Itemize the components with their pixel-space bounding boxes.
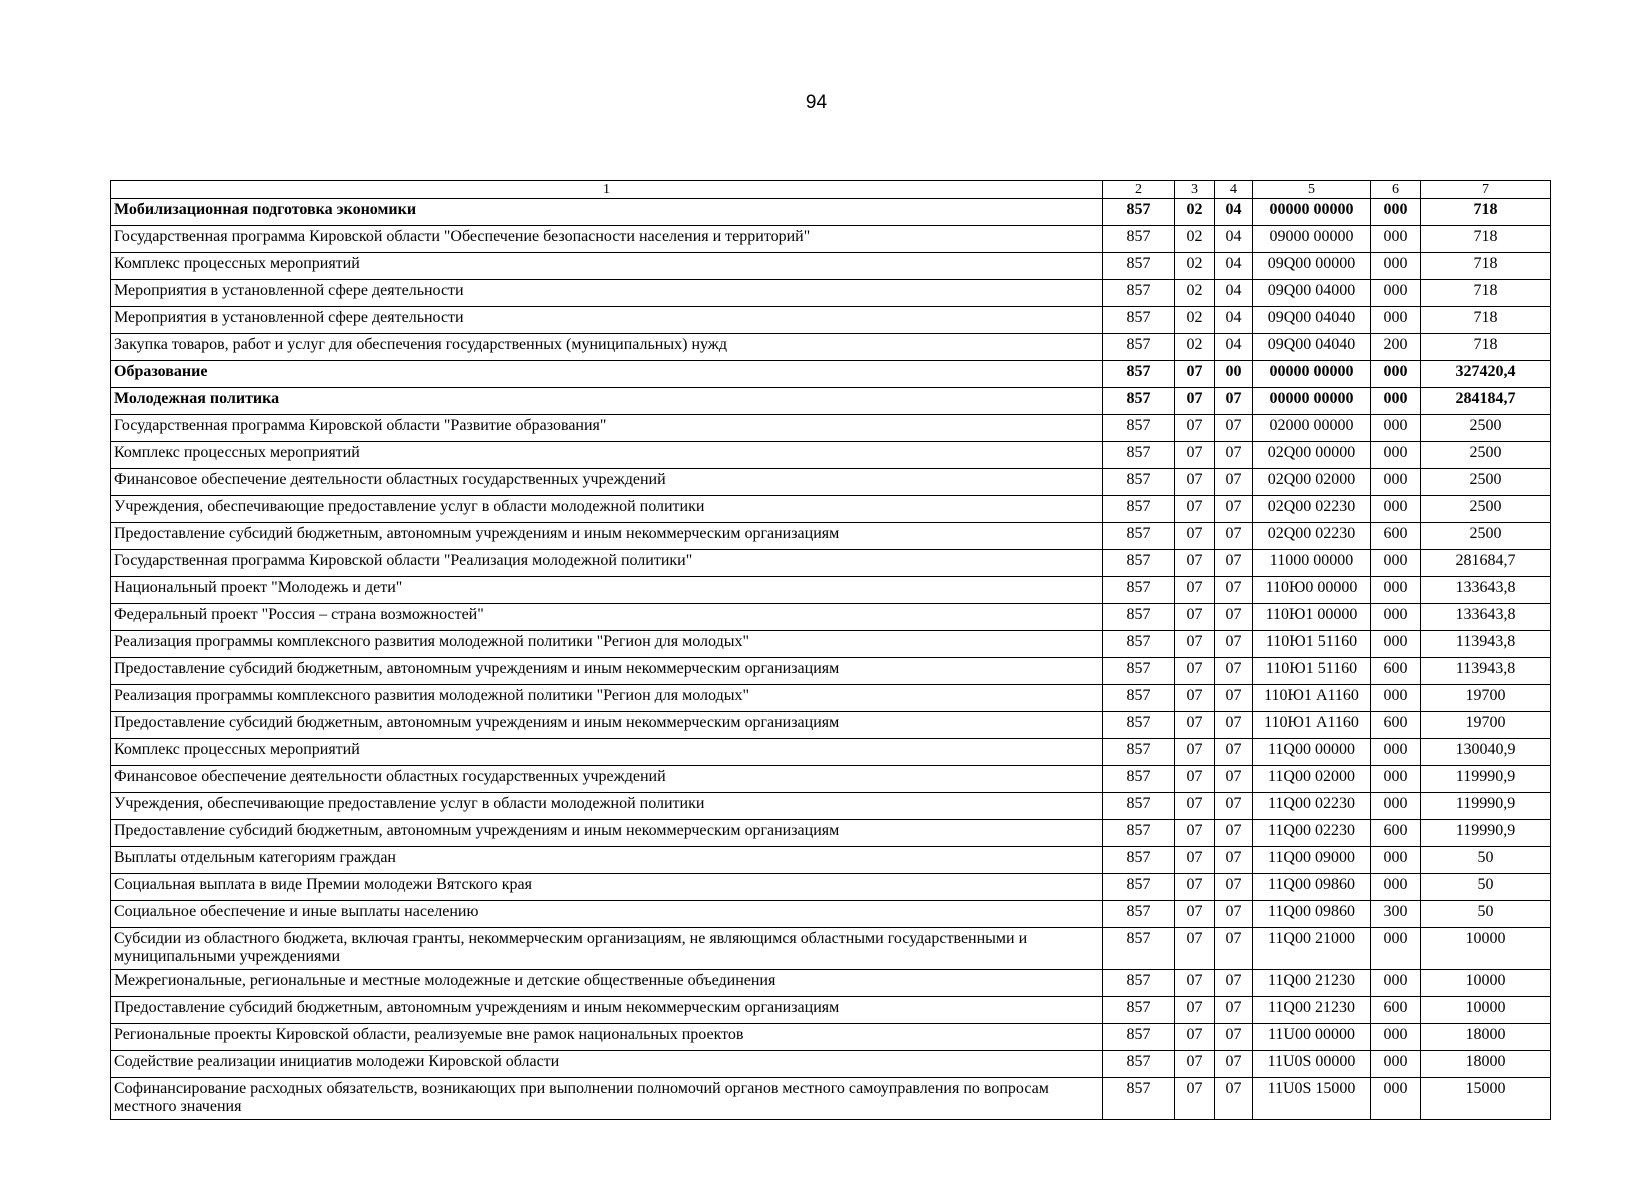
row-name-cell: Национальный проект "Молодежь и дети" bbox=[111, 577, 1103, 604]
section-cell: 07 bbox=[1175, 1051, 1215, 1078]
amount-cell: 113943,8 bbox=[1421, 631, 1551, 658]
expense-type-cell: 000 bbox=[1371, 415, 1421, 442]
header-cell: 4 bbox=[1215, 181, 1253, 199]
section-cell: 07 bbox=[1175, 739, 1215, 766]
section-cell: 07 bbox=[1175, 388, 1215, 415]
expense-type-cell: 000 bbox=[1371, 739, 1421, 766]
target-article-cell: 09Q00 00000 bbox=[1253, 253, 1371, 280]
amount-cell: 50 bbox=[1421, 874, 1551, 901]
section-cell: 07 bbox=[1175, 631, 1215, 658]
table-row bbox=[111, 604, 1551, 631]
section-cell: 02 bbox=[1175, 307, 1215, 334]
table-row bbox=[111, 970, 1551, 997]
ministry-code-cell: 857 bbox=[1103, 901, 1175, 928]
table-row bbox=[111, 253, 1551, 280]
target-article-cell: 11Q00 21230 bbox=[1253, 997, 1371, 1024]
header-cell: 1 bbox=[111, 181, 1103, 199]
header-cell: 3 bbox=[1175, 181, 1215, 199]
amount-cell: 119990,9 bbox=[1421, 793, 1551, 820]
amount-cell: 718 bbox=[1421, 280, 1551, 307]
subsection-cell: 07 bbox=[1215, 793, 1253, 820]
expense-type-cell: 000 bbox=[1371, 1051, 1421, 1078]
subsection-cell: 07 bbox=[1215, 739, 1253, 766]
subsection-cell: 07 bbox=[1215, 523, 1253, 550]
header-cell: 7 bbox=[1421, 181, 1551, 199]
section-cell: 07 bbox=[1175, 712, 1215, 739]
expense-type-cell: 000 bbox=[1371, 766, 1421, 793]
table-row bbox=[111, 766, 1551, 793]
ministry-code-cell: 857 bbox=[1103, 685, 1175, 712]
table-row bbox=[111, 847, 1551, 874]
ministry-code-cell: 857 bbox=[1103, 847, 1175, 874]
ministry-code-cell: 857 bbox=[1103, 199, 1175, 226]
expense-type-cell: 000 bbox=[1371, 442, 1421, 469]
amount-cell: 19700 bbox=[1421, 712, 1551, 739]
amount-cell: 119990,9 bbox=[1421, 766, 1551, 793]
amount-cell: 327420,4 bbox=[1421, 361, 1551, 388]
ministry-code-cell: 857 bbox=[1103, 226, 1175, 253]
row-name-cell: Финансовое обеспечение деятельности областных государственных учреждений bbox=[111, 766, 1103, 793]
table-row bbox=[111, 199, 1551, 226]
target-article-cell: 11U0S 15000 bbox=[1253, 1078, 1371, 1120]
ministry-code-cell: 857 bbox=[1103, 415, 1175, 442]
section-cell: 07 bbox=[1175, 442, 1215, 469]
target-article-cell: 110Ю1 00000 bbox=[1253, 604, 1371, 631]
subsection-cell: 07 bbox=[1215, 388, 1253, 415]
table-row bbox=[111, 874, 1551, 901]
ministry-code-cell: 857 bbox=[1103, 334, 1175, 361]
ministry-code-cell: 857 bbox=[1103, 820, 1175, 847]
section-cell: 02 bbox=[1175, 199, 1215, 226]
expense-type-cell: 600 bbox=[1371, 712, 1421, 739]
section-cell: 07 bbox=[1175, 928, 1215, 970]
header-cell: 5 bbox=[1253, 181, 1371, 199]
amount-cell: 19700 bbox=[1421, 685, 1551, 712]
target-article-cell: 110Ю1 А1160 bbox=[1253, 712, 1371, 739]
subsection-cell: 07 bbox=[1215, 604, 1253, 631]
subsection-cell: 07 bbox=[1215, 685, 1253, 712]
section-cell: 07 bbox=[1175, 1024, 1215, 1051]
amount-cell: 281684,7 bbox=[1421, 550, 1551, 577]
subsection-cell: 07 bbox=[1215, 1078, 1253, 1120]
row-name-cell: Социальная выплата в виде Премии молодежи Вятского края bbox=[111, 874, 1103, 901]
row-name-cell: Мероприятия в установленной сфере деятельности bbox=[111, 307, 1103, 334]
expense-type-cell: 600 bbox=[1371, 658, 1421, 685]
expense-type-cell: 000 bbox=[1371, 307, 1421, 334]
subsection-cell: 07 bbox=[1215, 1024, 1253, 1051]
target-article-cell: 09Q00 04000 bbox=[1253, 280, 1371, 307]
page-number: 94 bbox=[805, 92, 828, 113]
expense-type-cell: 000 bbox=[1371, 874, 1421, 901]
target-article-cell: 11Q00 02230 bbox=[1253, 820, 1371, 847]
row-name-cell: Выплаты отдельным категориям граждан bbox=[111, 847, 1103, 874]
expense-type-cell: 000 bbox=[1371, 604, 1421, 631]
ministry-code-cell: 857 bbox=[1103, 739, 1175, 766]
expense-type-cell: 000 bbox=[1371, 1078, 1421, 1120]
amount-cell: 50 bbox=[1421, 901, 1551, 928]
table-row bbox=[111, 901, 1551, 928]
section-cell: 07 bbox=[1175, 469, 1215, 496]
subsection-cell: 07 bbox=[1215, 970, 1253, 997]
target-article-cell: 02Q00 02230 bbox=[1253, 496, 1371, 523]
ministry-code-cell: 857 bbox=[1103, 253, 1175, 280]
table-body bbox=[111, 181, 1551, 1120]
table-row bbox=[111, 307, 1551, 334]
expense-type-cell: 200 bbox=[1371, 334, 1421, 361]
table-row bbox=[111, 415, 1551, 442]
target-article-cell: 11Q00 21230 bbox=[1253, 970, 1371, 997]
table-row bbox=[111, 361, 1551, 388]
amount-cell: 2500 bbox=[1421, 523, 1551, 550]
subsection-cell: 04 bbox=[1215, 334, 1253, 361]
table-row bbox=[111, 793, 1551, 820]
budget-table bbox=[110, 180, 1551, 1120]
subsection-cell: 07 bbox=[1215, 469, 1253, 496]
table-row bbox=[111, 820, 1551, 847]
table-row bbox=[111, 1051, 1551, 1078]
row-name-cell: Содействие реализации инициатив молодежи Кировской области bbox=[111, 1051, 1103, 1078]
expense-type-cell: 000 bbox=[1371, 631, 1421, 658]
table-row bbox=[111, 685, 1551, 712]
row-name-cell: Реализация программы комплексного развития молодежной политики "Регион для молодых" bbox=[111, 685, 1103, 712]
ministry-code-cell: 857 bbox=[1103, 577, 1175, 604]
ministry-code-cell: 857 bbox=[1103, 874, 1175, 901]
target-article-cell: 00000 00000 bbox=[1253, 199, 1371, 226]
section-cell: 07 bbox=[1175, 604, 1215, 631]
ministry-code-cell: 857 bbox=[1103, 1078, 1175, 1120]
row-name-cell: Учреждения, обеспечивающие предоставление услуг в области молодежной политики bbox=[111, 496, 1103, 523]
amount-cell: 133643,8 bbox=[1421, 577, 1551, 604]
table-row bbox=[111, 577, 1551, 604]
amount-cell: 718 bbox=[1421, 199, 1551, 226]
target-article-cell: 11000 00000 bbox=[1253, 550, 1371, 577]
target-article-cell: 09000 00000 bbox=[1253, 226, 1371, 253]
row-name-cell: Комплекс процессных мероприятий bbox=[111, 253, 1103, 280]
ministry-code-cell: 857 bbox=[1103, 970, 1175, 997]
subsection-cell: 07 bbox=[1215, 496, 1253, 523]
target-article-cell: 11Q00 09860 bbox=[1253, 901, 1371, 928]
expense-type-cell: 000 bbox=[1371, 226, 1421, 253]
expense-type-cell: 000 bbox=[1371, 199, 1421, 226]
ministry-code-cell: 857 bbox=[1103, 496, 1175, 523]
target-article-cell: 11Q00 00000 bbox=[1253, 739, 1371, 766]
subsection-cell: 07 bbox=[1215, 631, 1253, 658]
column-number-row bbox=[111, 181, 1551, 199]
table-row bbox=[111, 280, 1551, 307]
target-article-cell: 11Q00 21000 bbox=[1253, 928, 1371, 970]
subsection-cell: 07 bbox=[1215, 901, 1253, 928]
table-row bbox=[111, 928, 1551, 970]
amount-cell: 130040,9 bbox=[1421, 739, 1551, 766]
table-row bbox=[111, 739, 1551, 766]
expense-type-cell: 600 bbox=[1371, 997, 1421, 1024]
row-name-cell: Субсидии из областного бюджета, включая гранты, некоммерческим организациям, не являющимся областными государственными и муниципальными учреждениями bbox=[111, 928, 1103, 970]
ministry-code-cell: 857 bbox=[1103, 1051, 1175, 1078]
section-cell: 02 bbox=[1175, 253, 1215, 280]
row-name-cell: Межрегиональные, региональные и местные молодежные и детские общественные объединения bbox=[111, 970, 1103, 997]
subsection-cell: 07 bbox=[1215, 658, 1253, 685]
ministry-code-cell: 857 bbox=[1103, 469, 1175, 496]
ministry-code-cell: 857 bbox=[1103, 442, 1175, 469]
target-article-cell: 00000 00000 bbox=[1253, 388, 1371, 415]
amount-cell: 50 bbox=[1421, 847, 1551, 874]
section-cell: 07 bbox=[1175, 415, 1215, 442]
section-cell: 07 bbox=[1175, 577, 1215, 604]
table-row bbox=[111, 442, 1551, 469]
table-row bbox=[111, 388, 1551, 415]
row-name-cell: Комплекс процессных мероприятий bbox=[111, 739, 1103, 766]
table-row bbox=[111, 1024, 1551, 1051]
subsection-cell: 00 bbox=[1215, 361, 1253, 388]
amount-cell: 15000 bbox=[1421, 1078, 1551, 1120]
target-article-cell: 02Q00 02000 bbox=[1253, 469, 1371, 496]
amount-cell: 284184,7 bbox=[1421, 388, 1551, 415]
ministry-code-cell: 857 bbox=[1103, 766, 1175, 793]
subsection-cell: 07 bbox=[1215, 820, 1253, 847]
ministry-code-cell: 857 bbox=[1103, 631, 1175, 658]
row-name-cell: Региональные проекты Кировской области, реализуемые вне рамок национальных проектов bbox=[111, 1024, 1103, 1051]
expense-type-cell: 300 bbox=[1371, 901, 1421, 928]
amount-cell: 10000 bbox=[1421, 928, 1551, 970]
section-cell: 07 bbox=[1175, 658, 1215, 685]
target-article-cell: 11Q00 09860 bbox=[1253, 874, 1371, 901]
expense-type-cell: 600 bbox=[1371, 523, 1421, 550]
table-row bbox=[111, 496, 1551, 523]
row-name-cell: Предоставление субсидий бюджетным, автономным учреждениям и иным некоммерческим организациям bbox=[111, 820, 1103, 847]
subsection-cell: 04 bbox=[1215, 280, 1253, 307]
target-article-cell: 11Q00 09000 bbox=[1253, 847, 1371, 874]
ministry-code-cell: 857 bbox=[1103, 361, 1175, 388]
subsection-cell: 04 bbox=[1215, 226, 1253, 253]
section-cell: 07 bbox=[1175, 793, 1215, 820]
amount-cell: 718 bbox=[1421, 334, 1551, 361]
subsection-cell: 04 bbox=[1215, 307, 1253, 334]
table-row bbox=[111, 658, 1551, 685]
target-article-cell: 09Q00 04040 bbox=[1253, 307, 1371, 334]
expense-type-cell: 000 bbox=[1371, 1024, 1421, 1051]
section-cell: 07 bbox=[1175, 550, 1215, 577]
expense-type-cell: 000 bbox=[1371, 361, 1421, 388]
subsection-cell: 04 bbox=[1215, 199, 1253, 226]
expense-type-cell: 000 bbox=[1371, 469, 1421, 496]
ministry-code-cell: 857 bbox=[1103, 928, 1175, 970]
section-cell: 02 bbox=[1175, 280, 1215, 307]
ministry-code-cell: 857 bbox=[1103, 658, 1175, 685]
table-row bbox=[111, 334, 1551, 361]
section-cell: 07 bbox=[1175, 901, 1215, 928]
section-cell: 07 bbox=[1175, 820, 1215, 847]
table-row bbox=[111, 469, 1551, 496]
target-article-cell: 11Q00 02000 bbox=[1253, 766, 1371, 793]
target-article-cell: 02000 00000 bbox=[1253, 415, 1371, 442]
ministry-code-cell: 857 bbox=[1103, 550, 1175, 577]
subsection-cell: 07 bbox=[1215, 415, 1253, 442]
amount-cell: 718 bbox=[1421, 307, 1551, 334]
row-name-cell: Государственная программа Кировской области "Обеспечение безопасности населения и территорий" bbox=[111, 226, 1103, 253]
table-row bbox=[111, 1078, 1551, 1120]
table-row bbox=[111, 523, 1551, 550]
expense-type-cell: 000 bbox=[1371, 550, 1421, 577]
ministry-code-cell: 857 bbox=[1103, 523, 1175, 550]
target-article-cell: 02Q00 00000 bbox=[1253, 442, 1371, 469]
amount-cell: 2500 bbox=[1421, 415, 1551, 442]
amount-cell: 18000 bbox=[1421, 1051, 1551, 1078]
amount-cell: 10000 bbox=[1421, 970, 1551, 997]
amount-cell: 2500 bbox=[1421, 469, 1551, 496]
ministry-code-cell: 857 bbox=[1103, 280, 1175, 307]
header-cell: 6 bbox=[1371, 181, 1421, 199]
expense-type-cell: 000 bbox=[1371, 970, 1421, 997]
ministry-code-cell: 857 bbox=[1103, 307, 1175, 334]
ministry-code-cell: 857 bbox=[1103, 388, 1175, 415]
row-name-cell: Финансовое обеспечение деятельности областных государственных учреждений bbox=[111, 469, 1103, 496]
section-cell: 07 bbox=[1175, 997, 1215, 1024]
section-cell: 07 bbox=[1175, 496, 1215, 523]
table-row bbox=[111, 712, 1551, 739]
expense-type-cell: 000 bbox=[1371, 280, 1421, 307]
row-name-cell: Предоставление субсидий бюджетным, автономным учреждениям и иным некоммерческим организациям bbox=[111, 997, 1103, 1024]
expense-type-cell: 000 bbox=[1371, 847, 1421, 874]
table-row bbox=[111, 550, 1551, 577]
row-name-cell: Закупка товаров, работ и услуг для обеспечения государственных (муниципальных) нужд bbox=[111, 334, 1103, 361]
table-row bbox=[111, 226, 1551, 253]
section-cell: 07 bbox=[1175, 874, 1215, 901]
subsection-cell: 07 bbox=[1215, 847, 1253, 874]
target-article-cell: 110Ю1 51160 bbox=[1253, 658, 1371, 685]
expense-type-cell: 000 bbox=[1371, 388, 1421, 415]
row-name-cell: Предоставление субсидий бюджетным, автономным учреждениям и иным некоммерческим организациям bbox=[111, 658, 1103, 685]
row-name-cell: Софинансирование расходных обязательств, возникающих при выполнении полномочий органов местного самоуправления по вопросам местного значения bbox=[111, 1078, 1103, 1120]
amount-cell: 718 bbox=[1421, 253, 1551, 280]
expense-type-cell: 000 bbox=[1371, 253, 1421, 280]
target-article-cell: 02Q00 02230 bbox=[1253, 523, 1371, 550]
section-cell: 02 bbox=[1175, 226, 1215, 253]
table-row bbox=[111, 997, 1551, 1024]
section-cell: 07 bbox=[1175, 523, 1215, 550]
target-article-cell: 11Q00 02230 bbox=[1253, 793, 1371, 820]
amount-cell: 10000 bbox=[1421, 997, 1551, 1024]
row-name-cell: Предоставление субсидий бюджетным, автономным учреждениям и иным некоммерческим организациям bbox=[111, 712, 1103, 739]
subsection-cell: 04 bbox=[1215, 253, 1253, 280]
target-article-cell: 09Q00 04040 bbox=[1253, 334, 1371, 361]
target-article-cell: 11U00 00000 bbox=[1253, 1024, 1371, 1051]
row-name-cell: Молодежная политика bbox=[111, 388, 1103, 415]
row-name-cell: Учреждения, обеспечивающие предоставление услуг в области молодежной политики bbox=[111, 793, 1103, 820]
row-name-cell: Предоставление субсидий бюджетным, автономным учреждениям и иным некоммерческим организациям bbox=[111, 523, 1103, 550]
subsection-cell: 07 bbox=[1215, 874, 1253, 901]
expense-type-cell: 000 bbox=[1371, 496, 1421, 523]
target-article-cell: 110Ю1 51160 bbox=[1253, 631, 1371, 658]
expense-type-cell: 000 bbox=[1371, 685, 1421, 712]
subsection-cell: 07 bbox=[1215, 577, 1253, 604]
section-cell: 07 bbox=[1175, 970, 1215, 997]
section-cell: 07 bbox=[1175, 361, 1215, 388]
amount-cell: 718 bbox=[1421, 226, 1551, 253]
subsection-cell: 07 bbox=[1215, 442, 1253, 469]
row-name-cell: Социальное обеспечение и иные выплаты населению bbox=[111, 901, 1103, 928]
header-cell: 2 bbox=[1103, 181, 1175, 199]
row-name-cell: Реализация программы комплексного развития молодежной политики "Регион для молодых" bbox=[111, 631, 1103, 658]
ministry-code-cell: 857 bbox=[1103, 604, 1175, 631]
ministry-code-cell: 857 bbox=[1103, 793, 1175, 820]
row-name-cell: Мероприятия в установленной сфере деятельности bbox=[111, 280, 1103, 307]
section-cell: 07 bbox=[1175, 1078, 1215, 1120]
amount-cell: 113943,8 bbox=[1421, 658, 1551, 685]
section-cell: 07 bbox=[1175, 766, 1215, 793]
row-name-cell: Государственная программа Кировской области "Реализация молодежной политики" bbox=[111, 550, 1103, 577]
section-cell: 07 bbox=[1175, 685, 1215, 712]
target-article-cell: 11U0S 00000 bbox=[1253, 1051, 1371, 1078]
subsection-cell: 07 bbox=[1215, 550, 1253, 577]
target-article-cell: 110Ю1 А1160 bbox=[1253, 685, 1371, 712]
ministry-code-cell: 857 bbox=[1103, 1024, 1175, 1051]
row-name-cell: Мобилизационная подготовка экономики bbox=[111, 199, 1103, 226]
amount-cell: 2500 bbox=[1421, 442, 1551, 469]
amount-cell: 18000 bbox=[1421, 1024, 1551, 1051]
expense-type-cell: 000 bbox=[1371, 793, 1421, 820]
target-article-cell: 00000 00000 bbox=[1253, 361, 1371, 388]
row-name-cell: Образование bbox=[111, 361, 1103, 388]
ministry-code-cell: 857 bbox=[1103, 712, 1175, 739]
amount-cell: 119990,9 bbox=[1421, 820, 1551, 847]
amount-cell: 2500 bbox=[1421, 496, 1551, 523]
table-row bbox=[111, 631, 1551, 658]
subsection-cell: 07 bbox=[1215, 712, 1253, 739]
row-name-cell: Государственная программа Кировской области "Развитие образования" bbox=[111, 415, 1103, 442]
ministry-code-cell: 857 bbox=[1103, 997, 1175, 1024]
target-article-cell: 110Ю0 00000 bbox=[1253, 577, 1371, 604]
expense-type-cell: 000 bbox=[1371, 928, 1421, 970]
expense-type-cell: 000 bbox=[1371, 577, 1421, 604]
row-name-cell: Комплекс процессных мероприятий bbox=[111, 442, 1103, 469]
subsection-cell: 07 bbox=[1215, 1051, 1253, 1078]
section-cell: 02 bbox=[1175, 334, 1215, 361]
subsection-cell: 07 bbox=[1215, 766, 1253, 793]
expense-type-cell: 600 bbox=[1371, 820, 1421, 847]
subsection-cell: 07 bbox=[1215, 928, 1253, 970]
amount-cell: 133643,8 bbox=[1421, 604, 1551, 631]
subsection-cell: 07 bbox=[1215, 997, 1253, 1024]
section-cell: 07 bbox=[1175, 847, 1215, 874]
row-name-cell: Федеральный проект "Россия – страна возможностей" bbox=[111, 604, 1103, 631]
